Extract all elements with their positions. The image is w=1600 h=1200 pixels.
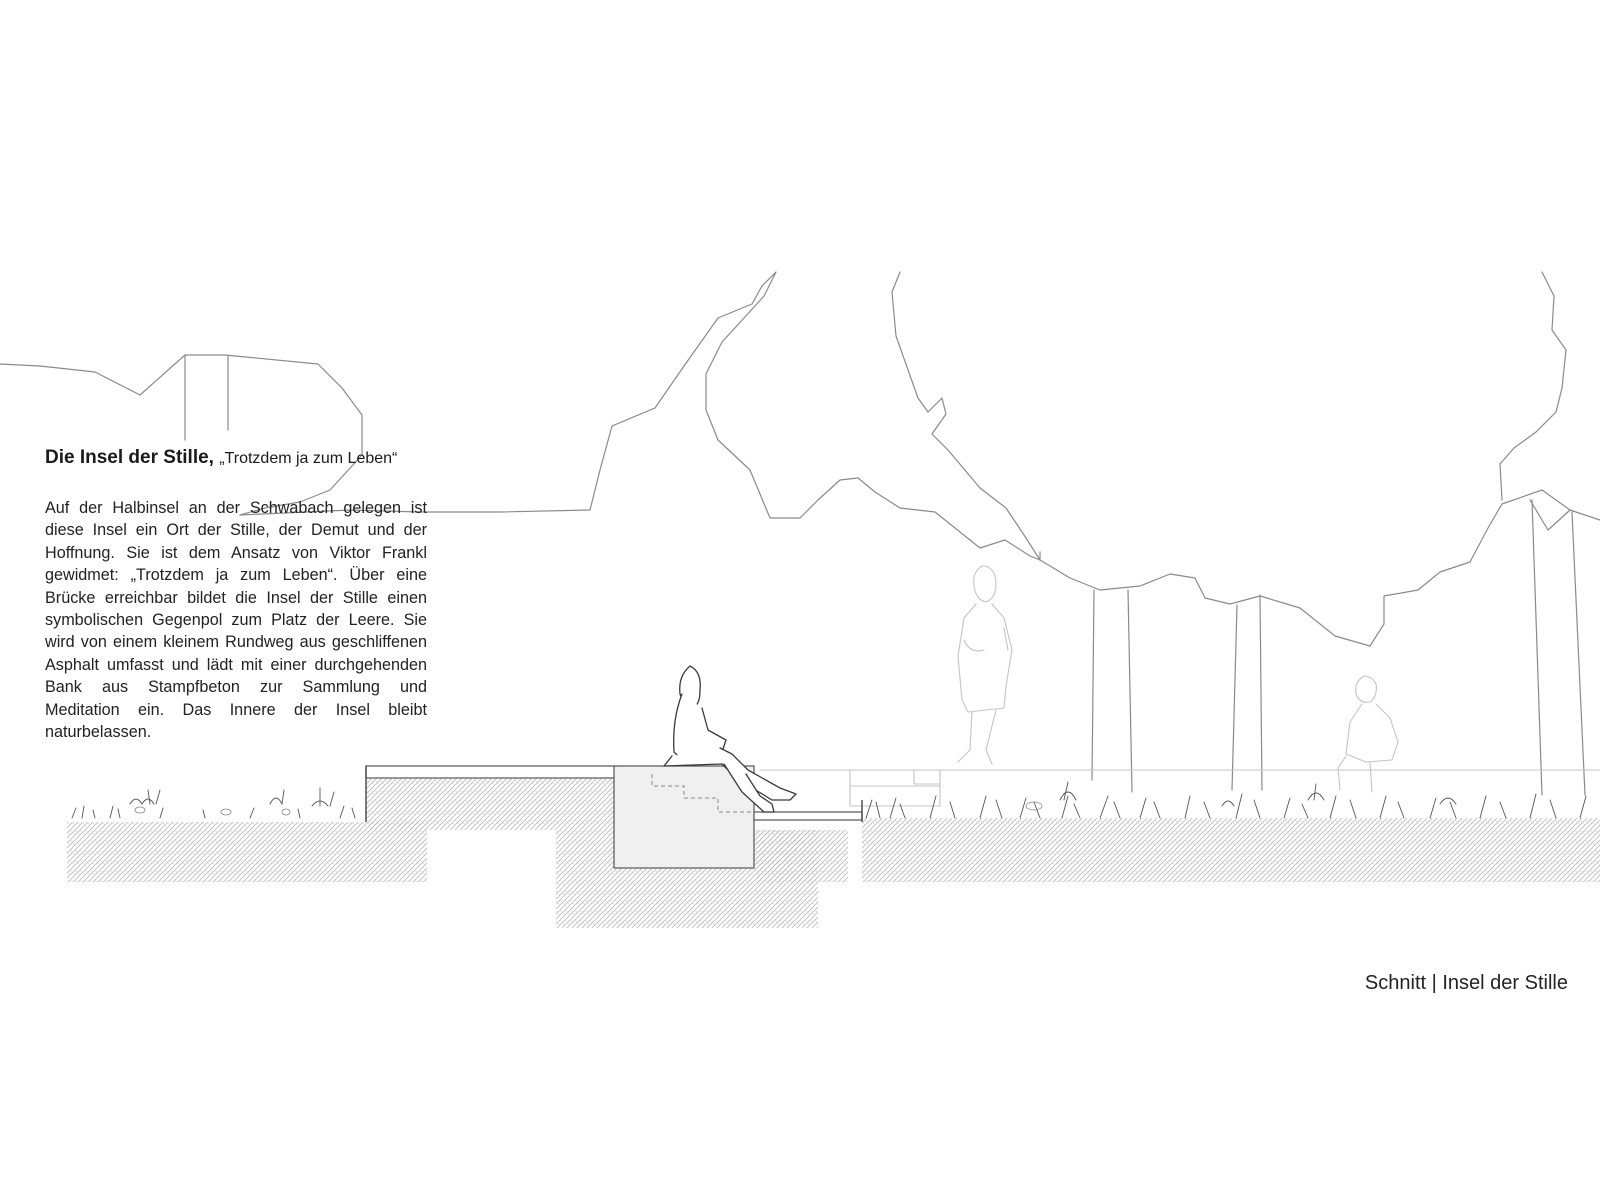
seated-man-ghost <box>1338 676 1398 792</box>
grass-right <box>866 782 1586 818</box>
title-subtitle: „Trotzdem ja zum Leben“ <box>219 450 398 467</box>
title-main: Die Insel der Stille, <box>45 447 214 468</box>
tree-trunks <box>1092 500 1585 795</box>
tree-canopy-center <box>240 272 1600 646</box>
page-title <box>45 446 427 471</box>
description-text: Auf der Halbinsel an der Schwabach gelegen ist diese Insel ein Ort der Stille, der Demut und der Hoffnung. Sie ist dem Ansatz von Viktor Frankl gewidmet: „Trotzdem ja zum Leben“. Über eine Brücke erreichbar bildet die Insel der Stille einen symbolischen Gegenpol zum Platz der Leere. Sie wird von einem kleinem Rundweg aus geschliffenen Asphalt umfasst und lädt mit einer durchgehenden Bank aus Stampfbeton zur Sammlung und Meditation ein. Das Innere der Insel bleibt naturbelassen. <box>45 499 427 742</box>
grass-left <box>72 788 355 818</box>
soil-section <box>67 778 1600 928</box>
description-block <box>45 446 427 743</box>
standing-woman-ghost <box>958 566 1012 764</box>
drawing-caption: Schnitt | Insel der Stille <box>1364 972 1568 994</box>
background-ground <box>760 770 1600 806</box>
